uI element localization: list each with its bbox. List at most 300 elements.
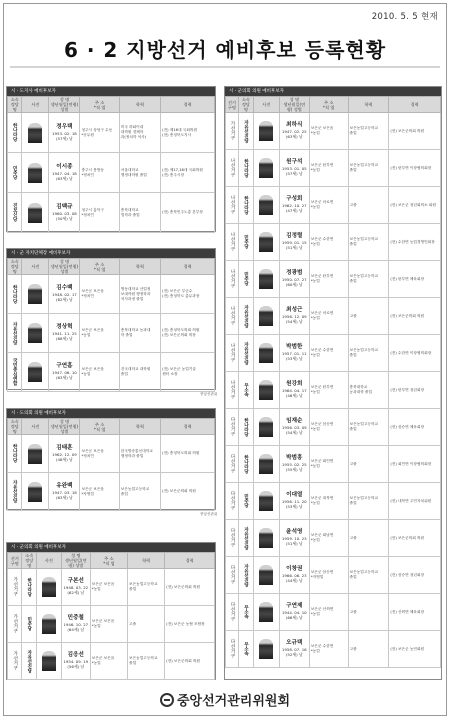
address-job-cell: 보은군 보은읍 *농업: [309, 113, 348, 150]
education-cell: 미국 하와이대 대학원 경제학 과(정치학 석사): [119, 113, 160, 153]
party-cell: 한나라당: [8, 435, 22, 473]
district-cell: 나선거구: [226, 335, 239, 372]
district-cell: 다선거구: [226, 446, 239, 483]
candidate-name: 정광범: [286, 270, 303, 276]
career-cell: (현) 보은군의회 의원: [389, 520, 441, 557]
education-cell: 고졸: [128, 606, 165, 643]
candidate-photo-cell: [253, 261, 279, 298]
table-row: [8, 193, 215, 233]
section-local-council-right: [224, 86, 442, 680]
candidate-photo: [259, 269, 273, 289]
education-cell: 건국대학교 대학원 졸업: [119, 353, 160, 392]
candidate-birth: 1962. 10. 27 (47세) 남: [281, 203, 307, 213]
candidate-name: 김응선: [67, 652, 84, 658]
section-title: 시 · 군의회 의원 예비후보자: [225, 87, 441, 96]
candidate-birth: 1957. 01. 11 (53세) 남: [281, 351, 307, 361]
section-mayor: [6, 248, 216, 390]
career-cell: (현) 수한면 농업경영인회장: [389, 224, 441, 261]
column-header: 소속 정당명: [238, 97, 253, 113]
column-header: 주 소 *직 업: [309, 97, 348, 113]
column-header: 사진: [253, 97, 279, 113]
education-cell: 충북대학교 농과대학 졸업: [348, 372, 389, 409]
candidate-name: 정상혁: [56, 324, 73, 330]
candidate-name-cell: [279, 335, 309, 372]
column-header: 경력: [161, 259, 215, 275]
candidate-name-cell: [279, 446, 309, 483]
candidate-photo: [259, 306, 273, 326]
candidate-photo: [28, 444, 42, 464]
column-header: 소속 정당명: [8, 259, 22, 275]
party-cell: 자유선진당: [238, 113, 253, 150]
candidate-birth: 1941. 11. 25 (68세) 남: [52, 331, 77, 341]
education-cell: 고졸: [348, 631, 389, 668]
candidate-name-cell: [49, 275, 80, 314]
table-row: [226, 372, 441, 409]
candidate-birth: 1959. 01. 15 (51세) 남: [281, 240, 307, 250]
career-cell: (전) 보은군 농협 조합장: [165, 606, 215, 643]
column-header: 사진: [22, 419, 49, 435]
career-cell: (현) 보은군의회 의원: [165, 569, 215, 606]
address-job-cell: 보은군 산외면 *농업: [309, 594, 348, 631]
candidate-birth: 1948. 02. 17 (62세) 남: [52, 292, 77, 302]
career-cell: (현) 보은군의회 의원: [165, 643, 215, 680]
table-row: [226, 187, 441, 224]
education-cell: 서울대학교 행정대학원 졸업: [119, 153, 160, 193]
credit-note: 중앙선관위: [200, 512, 218, 516]
candidate-photo: [28, 163, 42, 183]
candidate-photo-cell: [36, 606, 61, 643]
district-cell: 나선거구: [226, 150, 239, 187]
table-row: [8, 353, 215, 392]
career-cell: (전) 제17,18대 국회의원 (전) 충주시장: [161, 153, 215, 193]
candidate-birth: 1944. 04. 10 (66세) 남: [281, 610, 307, 620]
address-job-cell: 보은군 수한면 *농업: [309, 631, 348, 668]
section-title: 시 · 군의회 의원 예비후보자: [7, 543, 215, 552]
candidate-photo: [259, 528, 273, 548]
career-cell: (전) 보은군 농업기술 센터 소장: [161, 353, 215, 392]
district-cell: 다선거구: [226, 557, 239, 594]
section-title: 시 · 도의회 의원 예비후보자: [7, 409, 215, 418]
candidate-photo-cell: [253, 372, 279, 409]
candidate-birth: 1966. 06. 23 (44세) 남: [281, 573, 307, 583]
candidate-photo: [259, 232, 273, 252]
candidate-name: 유완백: [56, 482, 73, 489]
district-cell: 다선거구: [226, 631, 239, 668]
education-cell: 고졸: [348, 594, 389, 631]
education-cell: 충북대학교 농과대 학 졸업: [119, 314, 160, 353]
candidate-photo: [259, 602, 273, 622]
education-cell: 보은농업고등학교 졸업: [128, 643, 165, 680]
district-cell: 나선거구: [226, 298, 239, 335]
candidate-birth: 1955. 02. 25 (55세) 남: [281, 462, 307, 472]
education-cell: 보은농업고등학교 졸업: [119, 473, 160, 511]
party-cell: 자유선진당: [238, 557, 253, 594]
party-cell: 민주당: [238, 483, 253, 520]
section-local-council-left: [6, 542, 216, 680]
address-job-cell: 보은군 내북면 *농업: [309, 483, 348, 520]
education-cell: 충북대학교 법학과 졸업: [119, 193, 160, 233]
career-cell: (현) 충청북도의회 의원: [161, 435, 215, 473]
column-header: 선거구명: [226, 97, 239, 113]
table-row: [226, 224, 441, 261]
table-row: [8, 569, 215, 606]
candidate-name: 구성회: [286, 196, 303, 202]
candidate-birth: 1956. 12. 09 (54세) 남: [281, 314, 307, 324]
party-cell: 자유선진당: [238, 335, 253, 372]
education-cell: 보은농업고등학교 졸업: [348, 113, 389, 150]
candidate-name-cell: [279, 261, 309, 298]
candidate-name-cell: [279, 113, 309, 150]
candidate-name: 김정렬: [286, 233, 303, 239]
table-row: [8, 435, 215, 473]
career-cell: (현) 삼승면 청년회장: [389, 557, 441, 594]
district-cell: 다선거구: [226, 520, 239, 557]
candidate-photo-cell: [22, 353, 49, 392]
education-cell: 고졸: [348, 446, 389, 483]
column-header: 주 소 *직 업: [90, 553, 127, 569]
footer-org: [0, 690, 450, 709]
career-cell: (현) 내북면 주민자치위원: [389, 483, 441, 520]
candidate-name-cell: [279, 298, 309, 335]
party-cell: 한나라당: [238, 150, 253, 187]
table-header-row: [226, 97, 441, 113]
address-job-cell: 보은군 보은읍 *정치인: [80, 275, 119, 314]
party-cell: 민주당: [238, 261, 253, 298]
candidate-name-cell: [61, 643, 90, 680]
candidate-name-cell: [279, 557, 309, 594]
candidate-birth: 1947. 06. 10 (63세) 남: [52, 370, 77, 380]
career-cell: (전) 수한면 이장협의회장: [389, 335, 441, 372]
party-cell: 진보신당: [8, 193, 22, 233]
candidate-name: 이대열: [286, 492, 303, 498]
candidate-photo-cell: [22, 275, 49, 314]
district-cell: 나선거구: [226, 224, 239, 261]
candidate-name-cell: [279, 631, 309, 668]
column-header: 성 명 생년월일(연령) 성별: [50, 259, 79, 274]
candidate-name-cell: [49, 153, 80, 193]
candidate-photo-cell: [253, 520, 279, 557]
career-cell: (현) 탄부면 청년회장: [389, 372, 441, 409]
education-cell: 보은농업고등학교 졸업: [348, 261, 389, 298]
candidate-photo: [28, 482, 42, 502]
address-job-cell: 충주시 봉방동 *정치인: [80, 153, 119, 193]
column-header: 경력: [161, 97, 215, 113]
candidate-photo-cell: [253, 113, 279, 150]
candidate-name: 박범한: [286, 344, 303, 350]
candidate-name-cell: [279, 187, 309, 224]
table-row: [226, 520, 441, 557]
address-job-cell: 보은군 보은읍 *농업: [80, 314, 119, 353]
candidate-photo: [28, 323, 42, 343]
district-cell: 나선거구: [226, 372, 239, 409]
table-header-row: [8, 553, 215, 569]
address-job-cell: 보은군 보은읍 *정치인: [80, 435, 119, 473]
candidate-photo-cell: [22, 193, 49, 233]
candidate-birth: 1958. 07. 16 (52세) 남: [281, 647, 307, 657]
candidate-name: 이창권: [286, 566, 303, 572]
candidate-name: 원강희: [286, 381, 303, 387]
table-row: [8, 643, 215, 680]
candidate-name: 구연제: [286, 603, 303, 609]
column-header: 사진: [36, 553, 61, 569]
address-job-cell: 보은군 보은읍 *자영업: [80, 473, 119, 511]
candidate-photo: [28, 284, 42, 304]
party-cell: 민주당: [8, 153, 22, 193]
candidate-name: 이시종: [56, 163, 73, 170]
education-cell: 한국방송통신대학교 행정학과 졸업: [119, 435, 160, 473]
address-job-cell: 보은군 보은읍 *농업: [90, 643, 127, 680]
column-header: 성 명 생년월일(연령) 성별: [50, 419, 79, 434]
career-cell: (현) 보은군 청년회의소 회원: [389, 187, 441, 224]
education-cell: 보은농업고등학교 졸업: [348, 409, 389, 446]
table-header-row: [8, 259, 215, 275]
table-row: [8, 113, 215, 153]
table-row: [226, 298, 441, 335]
column-header: 주 소 *직 업: [80, 259, 119, 275]
candidate-name: 오규택: [286, 640, 303, 646]
education-cell: 보은농업고등학교 졸업: [348, 483, 389, 520]
address-job-cell: 청주시 흥덕구 *정치인: [80, 193, 119, 233]
section-title: 시 · 군 자치단체장 예비후보자: [7, 249, 215, 258]
candidate-name-cell: [279, 150, 309, 187]
district-cell: 나선거구: [226, 187, 239, 224]
address-job-cell: 보은군 마로면 *농업: [309, 298, 348, 335]
candidate-table: [7, 418, 215, 511]
section-title: 시 · 도지사 예비후보자: [7, 87, 215, 96]
district-cell: 다선거구: [226, 409, 239, 446]
district-cell: 가선거구: [8, 606, 22, 643]
party-cell: 자유선진당: [238, 298, 253, 335]
career-cell: (전) 충청북도의회 의원 (전) 보은군의회 의장: [161, 314, 215, 353]
party-cell: 무소속: [238, 372, 253, 409]
career-cell: (전) 산외면 체육회장: [389, 594, 441, 631]
education-cell: 영동대학교 산업정 보대학원 행정학과 석사과정 졸업: [119, 275, 160, 314]
education-cell: 보은농업고등학교 졸업: [348, 557, 389, 594]
table-row: [8, 473, 215, 511]
date-stamp: 2010. 5. 5 현재: [371, 12, 438, 22]
address-job-cell: 보은군 회남면 *농업: [309, 520, 348, 557]
education-cell: 고졸: [348, 187, 389, 224]
candidate-birth: 1947. 03. 18 (63세) 남: [52, 489, 77, 500]
party-cell: 한나라당: [238, 446, 253, 483]
education-cell: 고졸: [348, 520, 389, 557]
district-cell: 가선거구: [8, 643, 22, 680]
table-row: [226, 409, 441, 446]
candidate-name-cell: [49, 473, 80, 511]
candidate-photo-cell: [22, 113, 49, 153]
candidate-name: 박범흥: [286, 455, 303, 461]
candidate-photo: [259, 380, 273, 400]
candidate-photo-cell: [22, 153, 49, 193]
candidate-birth: 1960. 03. 08 (50세) 남: [52, 210, 77, 221]
party-cell: 무소속: [238, 594, 253, 631]
candidate-name-cell: [49, 314, 80, 353]
candidate-name-cell: [49, 435, 80, 473]
education-cell: 보은농업고등학교 졸업: [348, 335, 389, 372]
candidate-birth: 1962. 12. 09 (48세) 남: [52, 451, 77, 462]
education-cell: 보은농업고등학교 졸업: [348, 150, 389, 187]
column-header: 경력: [165, 553, 215, 569]
column-header: 경력: [161, 419, 215, 435]
candidate-name-cell: [279, 520, 309, 557]
career-cell: (현) 충북민주노총 본부장: [161, 193, 215, 233]
career-cell: (현) 삼승면 체육회장: [389, 409, 441, 446]
address-job-cell: 보은군 회인면 *농업: [309, 446, 348, 483]
candidate-birth: 1947. 04. 18 (63세) 남: [52, 170, 77, 181]
section-provincial-council: [6, 408, 216, 510]
candidate-photo-cell: [253, 446, 279, 483]
candidate-photo-cell: [253, 631, 279, 668]
candidate-name: 최하식: [286, 122, 303, 128]
candidate-name: 민중철: [67, 615, 84, 621]
party-cell: 한나라당: [238, 409, 253, 446]
candidate-name: 정우택: [56, 123, 73, 130]
address-job-cell: 보은군 보은읍 *농업: [80, 353, 119, 392]
candidate-photo: [259, 158, 273, 178]
page-title: 6 · 2 지방선거 예비후보 등록현황: [63, 38, 387, 62]
party-cell: 한나라당: [8, 113, 22, 153]
career-cell: (전) 보은군의회 의원: [161, 473, 215, 511]
candidate-birth: 1954. 09. 19 (56세) 남: [63, 659, 89, 669]
candidate-photo: [259, 195, 273, 215]
candidate-birth: 1953. 02. 18 (57세) 남: [52, 130, 77, 141]
column-header: 학력: [119, 419, 160, 435]
column-header: 소속 정당명: [22, 553, 36, 569]
candidate-name: 원구석: [286, 159, 303, 165]
candidate-birth: 1946. 10. 27 (64세) 남: [63, 622, 89, 632]
candidate-birth: 1948. 03. 22 (62세) 남: [63, 585, 89, 595]
candidate-photo: [259, 639, 273, 659]
table-row: [226, 483, 441, 520]
party-cell: 자유선진당: [22, 643, 36, 680]
candidate-photo: [259, 454, 273, 474]
column-header: 주 소 *직 업: [80, 419, 119, 435]
table-row: [8, 275, 215, 314]
table-row: [226, 631, 441, 668]
candidate-photo-cell: [22, 435, 49, 473]
table-row: [226, 335, 441, 372]
column-header: 성 명 생년월일(연령) 성별: [61, 553, 90, 569]
candidate-name: 김수백: [56, 285, 73, 291]
column-header: 소속 정당명: [8, 419, 22, 435]
table-row: [226, 150, 441, 187]
candidate-photo-cell: [36, 569, 61, 606]
candidate-photo: [28, 123, 42, 143]
candidate-photo-cell: [253, 187, 279, 224]
party-cell: 민주당: [238, 224, 253, 261]
candidate-name-cell: [279, 483, 309, 520]
column-header: 학력: [119, 97, 160, 113]
table-row: [226, 261, 441, 298]
candidate-photo: [259, 565, 273, 585]
candidate-name-cell: [49, 113, 80, 153]
candidate-birth: 1956. 03. 09 (54세) 남: [281, 425, 307, 435]
candidate-name-cell: [279, 594, 309, 631]
column-header: 주 소 *직 업: [80, 97, 119, 113]
candidate-name-cell: [61, 569, 90, 606]
candidate-photo: [42, 614, 56, 634]
address-job-cell: 보은군 보은읍 *농업: [90, 569, 127, 606]
section-governor: [6, 86, 216, 232]
candidate-birth: 1964. 04. 17 (46세) 남: [281, 388, 307, 398]
column-header: 사진: [22, 97, 49, 113]
candidate-photo-cell: [36, 643, 61, 680]
candidate-name-cell: [279, 224, 309, 261]
column-header: 사진: [22, 259, 49, 275]
candidate-photo: [28, 203, 42, 223]
column-header: 학력: [119, 259, 160, 275]
address-job-cell: 청주시 상당구 수동 *공무원: [80, 113, 119, 153]
candidate-name-cell: [279, 372, 309, 409]
career-cell: (전) 제16대 국회의원 (현) 충청북도지사: [161, 113, 215, 153]
column-header: 성 명 생년월일(연령) 성별: [279, 97, 309, 113]
table-row: [8, 314, 215, 353]
party-cell: 자유선진당: [8, 473, 22, 511]
candidate-name: 구본선: [67, 578, 84, 584]
party-cell: 국민중심연합: [8, 353, 22, 392]
candidate-photo: [42, 651, 56, 671]
table-row: [8, 606, 215, 643]
candidate-table: [7, 96, 215, 233]
district-cell: 나선거구: [226, 261, 239, 298]
party-cell: 한나라당: [238, 187, 253, 224]
address-job-cell: 보은군 탄부면 *농업: [309, 150, 348, 187]
candidate-photo-cell: [253, 298, 279, 335]
party-cell: 자유선진당: [8, 314, 22, 353]
column-header: 학력: [348, 97, 389, 113]
address-job-cell: 보은군 탄부면 *농업: [309, 261, 348, 298]
address-job-cell: 보은군 수한면 *농업: [309, 224, 348, 261]
candidate-birth: 1947. 02. 25 (63세) 남: [281, 129, 307, 139]
table-header-row: [8, 97, 215, 113]
address-job-cell: 보은군 마로면 *농업: [309, 187, 348, 224]
address-job-cell: 보은군 탄부면 *농업: [309, 372, 348, 409]
footer-org-name: 중앙선거관리위원회: [176, 694, 291, 709]
candidate-photo: [259, 343, 273, 363]
credit-note: 중앙선관위: [200, 392, 218, 396]
title-divider: [10, 66, 440, 68]
candidate-birth: 1950. 07. 27 (60세) 남: [281, 277, 307, 287]
table-row: [226, 557, 441, 594]
column-header: 학력: [128, 553, 165, 569]
candidate-photo-cell: [253, 335, 279, 372]
party-cell: 자유선진당: [238, 520, 253, 557]
candidate-photo: [42, 577, 56, 597]
table-row: [226, 113, 441, 150]
candidate-name: 최성근: [286, 307, 303, 313]
candidate-photo-cell: [253, 150, 279, 187]
career-cell: (현) 보은군 농민회원: [389, 631, 441, 668]
education-cell: 보은농업고등학교 졸업: [348, 224, 389, 261]
candidate-photo-cell: [253, 409, 279, 446]
candidate-photo-cell: [22, 473, 49, 511]
table-row: [8, 153, 215, 193]
candidate-photo: [28, 362, 42, 382]
district-cell: 다선거구: [226, 483, 239, 520]
candidate-table: [7, 552, 215, 680]
career-cell: (전) 탄부면 이장협의회장: [389, 150, 441, 187]
table-row: [226, 594, 441, 631]
party-cell: 한나라당: [8, 275, 22, 314]
address-job-cell: 보은군 수한면 *농업: [309, 335, 348, 372]
candidate-name-cell: [61, 606, 90, 643]
candidate-name-cell: [49, 353, 80, 392]
candidate-name: 김태훈: [56, 444, 73, 451]
nec-logo-icon: [160, 693, 174, 707]
career-cell: (현) 보은군의회 의원: [389, 113, 441, 150]
party-cell: 민주당: [22, 606, 36, 643]
table-header-row: [8, 419, 215, 435]
